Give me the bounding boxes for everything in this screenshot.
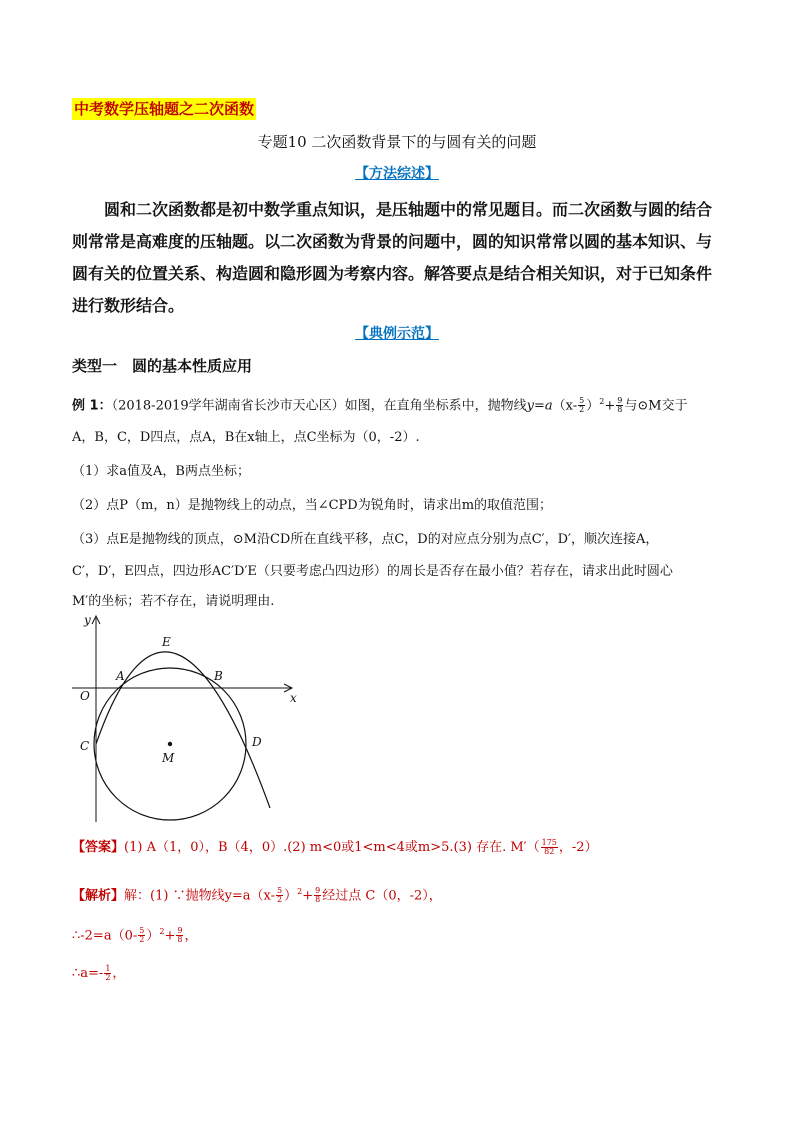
method-paragraph: 圆和二次函数都是初中数学重点知识，是压轴题中的常见题目。而二次函数与圆的结合则常常是高难度的压轴题。以二次函数为背景的问题中，圆的知识常常以圆的基本知识、与圆有关的位置关系、构造圆和隐形圆为考察内容。解答要点是结合相关知识，对于已知条件进行数形结合。 [72,200,713,315]
type-heading: 类型一 圆的基本性质应用 [72,357,253,375]
analysis-text-3b: ， [112,966,126,981]
figure-parabola-circle [66,612,306,830]
question-3-line-1: （3）点E是抛物线的顶点，⊙M沿CD所在直线平移，点C，D的对应点分别为点C′，D′，顺次连接A， [72,532,659,547]
analysis-text-1d: 经过点 C（0，-2）， [322,888,442,904]
answer-tail: ，-2） [558,840,598,855]
analysis-label: 【解析】 [72,888,125,904]
label-o: O [80,689,90,703]
method-heading-text: 【方法综述】 [355,166,439,182]
plus-sign: + [604,398,616,414]
fraction-5-2: $\frac{5}{2}$ [579,396,585,415]
center-m-point [168,742,172,746]
analysis-line-2 [72,922,197,946]
analysis2-fraction-5-2: $\frac{5}{2}$ [139,926,145,945]
label-b: B [214,669,223,683]
label-m: M [162,751,175,765]
problem-source: （2018-2019学年湖南省长沙市天心区）如图，在直角坐标系中，抛物线 [111,398,527,414]
question-3-line-3: M′的坐标；若不存在，请说明理由. [72,594,275,609]
figure-svg [66,612,306,826]
question-2: （2）点P（m，n）是抛物线上的动点，当∠CPD为锐角时，请求出m的取值范围； [72,498,553,513]
label-e: E [162,635,171,649]
examples-heading [0,324,794,344]
analysis2-fraction-9-8: $\frac{9}{8}$ [177,926,183,945]
label-a: A [116,669,125,683]
problem-label: 例 1 [72,398,99,414]
analysis-text-1b: ） [284,888,298,904]
question-1: （1）求a值及A，B两点坐标； [72,464,250,479]
analysis-line-3 [72,964,125,984]
analysis-fraction-9-8: $\frac{9}{8}$ [315,886,321,905]
analysis-text-2a: ∴-2=a（0- [72,928,138,944]
analysis-text-2b: ） [146,928,160,944]
analysis-exponent-1: 2 [297,887,303,896]
answer-label: 【答案】 [72,840,125,855]
exponent: 2 [599,397,605,406]
analysis-line-1 [72,882,442,906]
analysis-text-2c: + [164,928,176,944]
label-x: x [290,691,297,705]
analysis-exponent-2: 2 [159,927,165,936]
problem-line-1 [72,392,688,416]
func-tail: 与⊙M交于 [624,398,688,414]
series-tag: 中考数学压轴题之二次函数 [74,100,255,118]
method-heading [0,164,794,184]
label-d: D [252,735,262,749]
label-y: y [84,613,91,627]
fraction-175-82: $\frac{175}{82}$ [541,838,557,856]
label-c: C [80,739,90,753]
answer-line [72,838,598,858]
func-open: （x- [552,398,578,414]
page-title: 专题10 二次函数背景下的与圆有关的问题 [257,133,537,151]
fraction-1-2: $\frac{1}{2}$ [105,964,111,982]
func-close: ） [586,398,600,414]
analysis-text-3a: ∴a=- [72,966,104,981]
analysis-text-1c: + [302,888,314,904]
problem-line-2: A，B，C，D四点，点A，B在x轴上，点C坐标为（0，-2）. [72,430,420,445]
examples-heading-text: 【典例示范】 [355,326,439,342]
fraction-9-8: $\frac{9}{8}$ [617,396,623,415]
analysis-fraction-5-2: $\frac{5}{2}$ [277,886,283,905]
analysis-text-2d: ， [184,928,198,944]
answer-text: (1) A（1，0），B（4，0）.(2) m<0或1<m<4或m>5.(3) 存在. M′（ [124,840,540,855]
question-3-line-2: C′，D′，E四点，四边形AC′D′E（只要考虑凸四边形）的周长是否存在最小值？若存在，请求出此时圆心 [72,564,673,579]
func-y: y=a [526,398,553,414]
analysis-text-1a: 解：(1) ∵抛物线y=a（x- [124,888,276,904]
label-colon: ： [98,398,112,414]
